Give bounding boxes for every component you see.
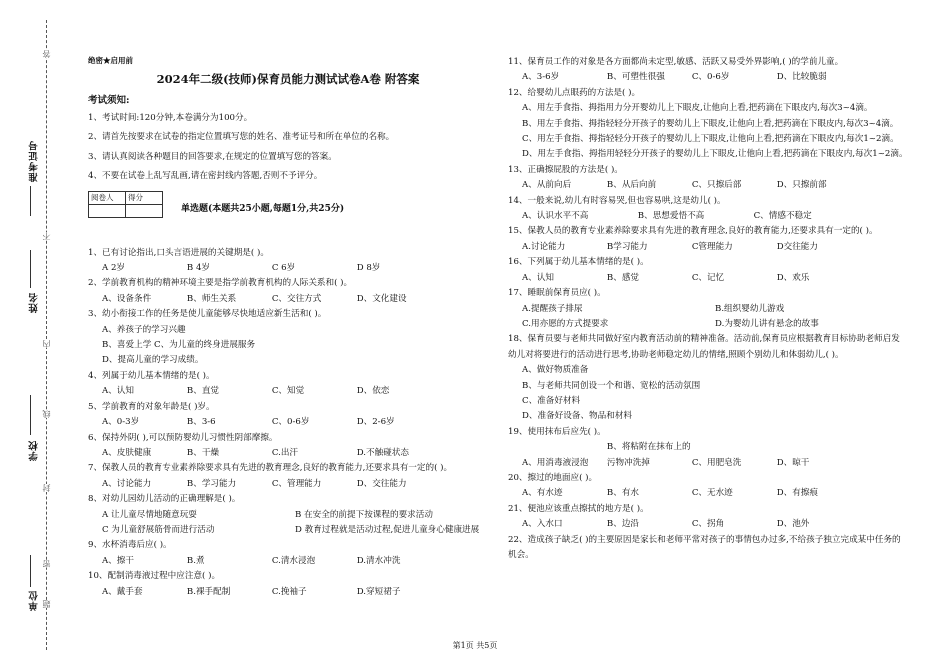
answer-option[interactable]: A、从前向后 xyxy=(522,180,572,191)
answer-option[interactable]: C、准备好材料 xyxy=(522,395,581,406)
seal-line xyxy=(46,20,47,650)
answer-option[interactable]: B、思想爱悟不高 xyxy=(637,211,705,222)
answer-option[interactable]: A、有水迹 xyxy=(522,488,563,499)
answer-option[interactable]: C、拐角 xyxy=(691,519,725,530)
answer-option[interactable]: D、只擦前部 xyxy=(776,180,827,191)
question-text: 21、便池应该重点擦拭的地方是( )。 xyxy=(508,503,649,514)
answer-option[interactable]: D、用左手食指、拇指用轻轻分开孩子的婴幼儿上下眼皮,让他向上看,把药滴在下眼皮内,每次1~2滴。 xyxy=(522,149,908,160)
answer-option[interactable]: C、记忆 xyxy=(691,272,725,283)
exam-number-label: 准考证号 xyxy=(29,140,40,182)
question-text: 9、水杯消毒后应( )。 xyxy=(88,540,172,551)
answer-option[interactable]: B、学习能力 xyxy=(186,478,237,489)
answer-option[interactable]: C、0-6岁 xyxy=(271,417,310,428)
answer-option[interactable]: B、用左手食指、拇指轻轻分开孩子的婴幼儿上下眼皮,让他向上看,把药滴在下眼皮内,每次3~4滴。 xyxy=(522,118,899,129)
notice-item: 3、请认真阅读各种题目的回答要求,在规定的位置填写您的答案。 xyxy=(88,151,337,162)
grader-cell: 阅卷人 xyxy=(89,191,126,204)
answer-option[interactable]: B、3-6 xyxy=(186,417,216,428)
option-row xyxy=(102,446,488,461)
answer-option[interactable]: A、设备条件 xyxy=(102,293,152,304)
name-label: 姓名 xyxy=(29,292,40,313)
option-row xyxy=(102,292,488,307)
answer-option[interactable]: D 教育过程就是活动过程,促进儿童身心健康进展 xyxy=(295,524,480,535)
score-input[interactable] xyxy=(126,204,163,217)
answer-option[interactable]: D、比较脆弱 xyxy=(776,72,827,83)
name-line xyxy=(30,250,31,288)
question-text: 7、保教人员的教育专业素养除要求具有先进的教育理念,良好的教育能力,还要求具有一定的( )。 xyxy=(88,463,453,474)
answer-option[interactable]: A、做好物质准备 xyxy=(522,365,589,376)
answer-option[interactable]: B.裸手配制 xyxy=(186,586,231,597)
option-row xyxy=(102,554,488,569)
answer-option[interactable]: C、无水迹 xyxy=(691,488,733,499)
seal-mark: 不 xyxy=(42,232,51,240)
question-text: 13、正确擦屁股的方法是( )。 xyxy=(508,164,623,175)
answer-option[interactable]: B.煮 xyxy=(186,555,205,566)
question-text: 12、给婴幼儿点眼药的方法是( )。 xyxy=(508,87,641,98)
option-row xyxy=(102,585,488,600)
confidential-label: 绝密★启用前 xyxy=(88,56,133,65)
answer-option[interactable]: D.清水冲洗 xyxy=(356,555,401,566)
question-text: 17、睡眠前保育员应( )。 xyxy=(508,288,606,299)
answer-option[interactable]: B.组织婴幼儿游戏 xyxy=(715,303,785,314)
question-text: 3、幼小衔接工作的任务是使儿童能够尽快地适应新生活和( )。 xyxy=(88,309,327,320)
answer-option[interactable]: C、知觉 xyxy=(271,386,305,397)
seal-mark: 题 xyxy=(42,600,51,608)
exam-number-line xyxy=(30,186,31,216)
page-title: 2024年二级(技师)保育员能力测试试卷A卷 附答案 xyxy=(156,72,420,86)
question-text: 19、使用抹布后应先( )。 xyxy=(508,426,606,437)
unit-line xyxy=(30,555,31,587)
notice-item: 1、考试时间:120分钟,本卷满分为100分。 xyxy=(88,113,253,123)
answer-option[interactable]: C、情感不稳定 xyxy=(753,211,812,222)
answer-option[interactable]: A.讨论能力 xyxy=(522,241,566,252)
answer-option[interactable]: A、皮肤健康 xyxy=(102,447,152,458)
answer-option[interactable]: C、交往方式 xyxy=(271,293,322,304)
section-title: 单选题(本题共25小题,每题1分,共25分) xyxy=(181,204,345,215)
answer-option[interactable]: D、提高儿童的学习成绩。 xyxy=(102,355,204,366)
option-row xyxy=(522,440,908,471)
answer-option[interactable]: D、晾干 xyxy=(776,457,810,468)
answer-option[interactable]: A.提醒孩子排尿 xyxy=(522,303,583,314)
answer-option[interactable]: D、池外 xyxy=(776,519,810,530)
answer-option[interactable]: B、与老师共同创设一个和谐、宽松的活动氛围 xyxy=(522,380,701,391)
option-row xyxy=(522,178,908,193)
option-row xyxy=(522,271,908,286)
option-row xyxy=(522,486,908,501)
answer-option[interactable]: C 6岁 xyxy=(271,263,296,274)
answer-option[interactable]: A、用消毒液浸泡 xyxy=(522,457,589,468)
answer-option[interactable]: A、戴手套 xyxy=(102,586,143,597)
seal-mark: 封 xyxy=(42,484,51,492)
question-text: 1、已有讨论指出,口头言语进展的关键期是( )。 xyxy=(88,247,269,258)
answer-option[interactable]: C、用肥皂洗 xyxy=(691,457,742,468)
option-row xyxy=(522,302,908,333)
answer-option[interactable]: D.穿短裙子 xyxy=(356,586,401,597)
answer-option[interactable]: D交往能力 xyxy=(776,241,818,252)
option-row xyxy=(522,517,908,532)
answer-option[interactable]: C.清水浸泡 xyxy=(271,555,316,566)
question-text: 11、保育员工作的对象是各方面都尚未定型,敏感、活跃又易受外界影响,( )的学前儿童。 xyxy=(508,57,844,67)
answer-option[interactable]: C.出汗 xyxy=(271,447,299,458)
answer-option[interactable]: A、用左手食指、拇指用力分开婴幼儿上下眼皮,让他向上看,把药滴在下眼皮内,每次3~4滴。 xyxy=(522,103,873,114)
option-row xyxy=(522,240,908,255)
right-column xyxy=(508,55,908,563)
seal-mark: 答 xyxy=(42,50,51,58)
answer-option[interactable]: D、欢乐 xyxy=(776,272,810,283)
answer-option[interactable]: B、干燥 xyxy=(186,447,220,458)
unit-label: 单位 xyxy=(29,590,40,611)
answer-option[interactable]: C、只擦后部 xyxy=(691,180,742,191)
answer-option[interactable]: B、将粘附在抹布上的污物冲洗掉 xyxy=(606,442,691,468)
answer-option[interactable]: D、有擦痕 xyxy=(776,488,818,499)
binding-margin xyxy=(0,0,70,671)
answer-option[interactable]: C、0-6岁 xyxy=(691,72,730,83)
notice-item: 2、请首先按要求在试卷的指定位置填写您的姓名、准考证号和所在单位的名称。 xyxy=(88,132,395,143)
score-cell: 得分 xyxy=(126,191,163,204)
answer-option[interactable]: B、师生关系 xyxy=(186,293,237,304)
seal-mark: 密 xyxy=(42,560,51,568)
question-text: 10、配制消毒液过程中应注意( )。 xyxy=(88,571,221,582)
answer-option[interactable]: C 为儿童舒展筋骨而进行活动 xyxy=(102,524,215,535)
option-row xyxy=(102,477,488,492)
answer-option[interactable]: C、管理能力 xyxy=(271,478,322,489)
option-row xyxy=(522,209,908,224)
answer-option[interactable]: C.挽袖子 xyxy=(271,586,307,597)
answer-option[interactable]: B学习能力 xyxy=(606,241,648,252)
question-text: 15、保教人员的教育专业素养除要求具有先进的教育理念,良好的教育能力,还要求具有一定的( )。 xyxy=(508,226,878,237)
answer-option[interactable]: C、用左手食指、拇指轻轻分开孩子的婴幼儿上下眼皮,让他向上看,把药滴在下眼皮内,每次1~2滴。 xyxy=(522,134,899,145)
answer-option[interactable]: B 在安全的前提下按课程的要求活动 xyxy=(295,509,433,520)
answer-option[interactable]: A、认识水平不高 xyxy=(522,211,589,222)
school-label: 学校 xyxy=(29,440,40,461)
answer-option[interactable]: A、擦干 xyxy=(102,555,134,566)
answer-option[interactable]: A、0-3岁 xyxy=(102,417,140,428)
page-number: 第1页 共5页 xyxy=(452,641,498,650)
left-column xyxy=(88,55,488,600)
question-text: 2、学前教育机构的精神环境主要是指学前教育机构的人际关系和( )。 xyxy=(88,278,353,289)
answer-option[interactable]: D 8岁 xyxy=(356,263,381,274)
option-row xyxy=(102,261,488,276)
question-text: 4、列属于幼儿基本情绪的是( )。 xyxy=(88,370,215,381)
answer-option[interactable]: D.为婴幼儿讲有悬念的故事 xyxy=(715,318,819,329)
question-list-left xyxy=(88,246,488,600)
answer-option[interactable]: B、有水 xyxy=(606,488,640,499)
answer-option[interactable]: A、认知 xyxy=(522,272,554,283)
question-text: 20、擦过的地面应( )。 xyxy=(508,472,598,483)
answer-option[interactable]: B、从后向前 xyxy=(606,180,657,191)
school-line xyxy=(30,395,31,435)
notice-item: 4、不要在试卷上乱写乱画,请在密封线内答题,否则不予评分。 xyxy=(88,171,323,182)
question-text: 18、保育员要与老师共同做好室内教育活动前的精神准备。活动前,保育员应根据教育目标协助老师启发幼儿对将要进行的活动进行思考,协助老师稳定幼儿的情绪,照顾个别幼儿和体弱幼儿,( )。 xyxy=(508,334,900,360)
answer-option[interactable]: B 4岁 xyxy=(186,263,211,274)
answer-option[interactable]: D、依恋 xyxy=(356,386,390,397)
answer-option[interactable]: C.用亦愿的方式提要求 xyxy=(522,318,609,329)
question-text: 6、保持外阴( ),可以预防婴幼儿习惯性阴部摩擦。 xyxy=(88,432,278,443)
answer-option[interactable]: D、交往能力 xyxy=(356,478,407,489)
question-text: 5、学前教育的对象年龄是( )岁。 xyxy=(88,401,215,412)
question-text: 8、对幼儿园幼儿活动的正确理解是( )。 xyxy=(88,494,241,505)
score-area xyxy=(88,191,488,218)
question-text: 16、下列属于幼儿基本情绪的是( )。 xyxy=(508,257,649,268)
score-table xyxy=(88,191,163,218)
answer-option[interactable]: D.不触碰状态 xyxy=(356,447,410,458)
answer-option[interactable]: D、文化建设 xyxy=(356,293,407,304)
answer-option[interactable]: A 让儿童尽情地随意玩耍 xyxy=(102,509,197,520)
answer-option[interactable]: A、3-6岁 xyxy=(522,72,560,83)
answer-option[interactable]: A、讨论能力 xyxy=(102,478,152,489)
answer-option[interactable]: D、准备好设备、物品和材料 xyxy=(522,411,633,422)
option-row xyxy=(522,70,908,85)
question-list-right xyxy=(508,55,908,563)
seal-mark: 内 xyxy=(42,340,51,348)
answer-option[interactable]: A、养孩子的学习兴趣 xyxy=(102,324,186,335)
grader-input[interactable] xyxy=(89,204,126,217)
answer-option[interactable]: B、可塑性很强 xyxy=(606,72,665,83)
notice-list xyxy=(88,111,488,185)
answer-option[interactable]: A、认知 xyxy=(102,386,134,397)
option-row xyxy=(102,384,488,399)
option-row xyxy=(102,415,488,430)
notice-heading: 考试须知: xyxy=(88,95,130,106)
seal-mark: 线 xyxy=(42,410,51,418)
answer-option[interactable]: B、边沿 xyxy=(606,519,640,530)
answer-option[interactable]: D、2-6岁 xyxy=(356,417,395,428)
answer-option[interactable]: B、喜爱上学 C、为儿童的终身进展服务 xyxy=(102,340,256,351)
question-text: 14、一般来说,幼儿有时容易哭,但也容易哄,这是幼儿( )。 xyxy=(508,195,726,206)
answer-option[interactable]: A 2岁 xyxy=(102,263,125,274)
answer-option[interactable]: B、感觉 xyxy=(606,272,640,283)
answer-option[interactable]: A、入水口 xyxy=(522,519,563,530)
answer-option[interactable]: B、直觉 xyxy=(186,386,220,397)
option-row xyxy=(102,508,488,539)
question-text: 22、造成孩子缺乏( )的主要原因是家长和老师平常对孩子的事情包办过多,不给孩子独立完成某中任务的机会。 xyxy=(508,534,901,560)
answer-option[interactable]: C管理能力 xyxy=(691,241,733,252)
